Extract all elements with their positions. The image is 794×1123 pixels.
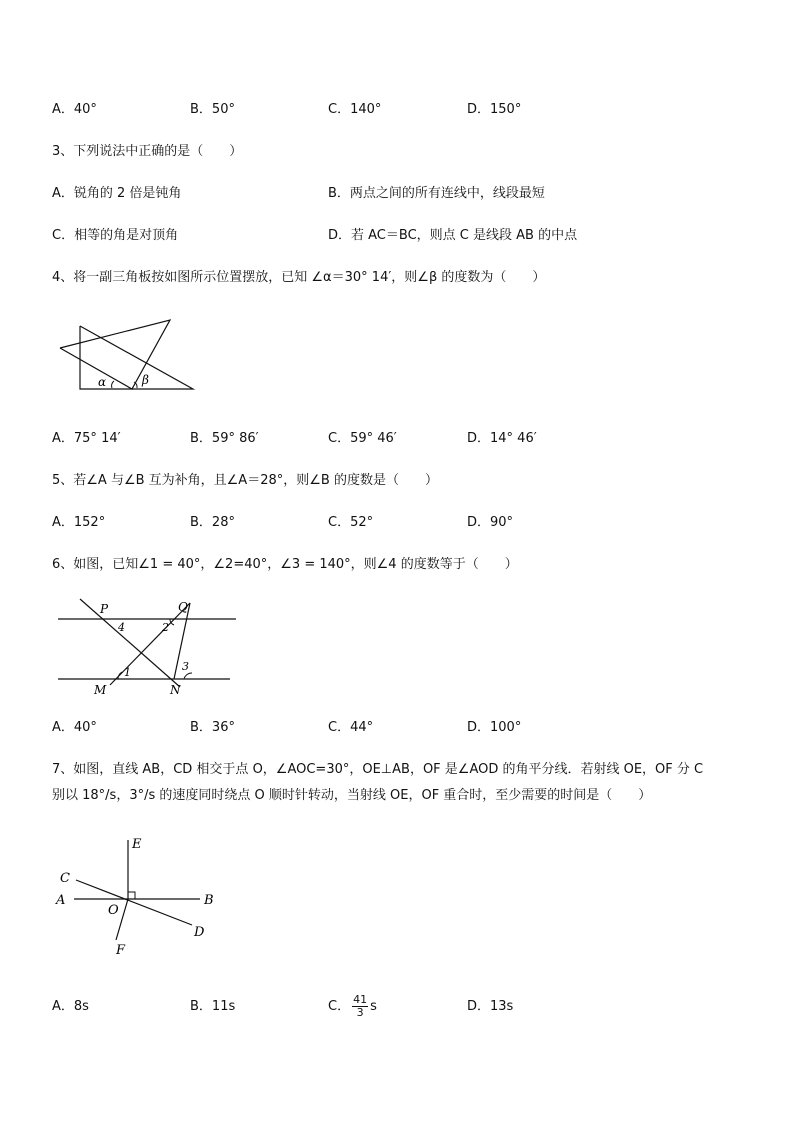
q4-beta-label: β xyxy=(142,373,149,387)
q4-option-b: B．59° 86′ xyxy=(190,431,259,446)
q3-option-b: B．两点之间的所有连线中，线段最短 xyxy=(328,186,545,201)
q7-label-e: E xyxy=(132,837,142,852)
q6-option-b: B．36° xyxy=(190,720,235,735)
prev-option-a: A．40° xyxy=(52,102,97,117)
q5-stem: 5、若∠A 与∠B 互为补角，且∠A＝28°，则∠B 的度数是（ ） xyxy=(52,473,438,488)
q6-angle3-label: 3 xyxy=(182,660,189,673)
q7-option-c-numerator: 41 xyxy=(353,993,368,1006)
q7-line-cd xyxy=(76,880,192,925)
q6-angle4-label: 4 xyxy=(118,621,125,634)
q7-option-c-fraction xyxy=(352,994,368,1019)
q4-alpha-arc xyxy=(112,381,114,388)
q7-stem-line2: 别以 18°/s，3°/s 的速度同时绕点 O 顺时针转动，当射线 OE，OF 重合时，至少需要的时间是（ ） xyxy=(52,788,652,803)
prev-option-c: C．140° xyxy=(328,102,382,117)
q4-alpha-label: α xyxy=(98,375,107,389)
q6-angle3-arc xyxy=(184,673,192,679)
q7-stem-line1: 7、如图，直线 AB，CD 相交于点 O，∠AOC=30°，OE⊥AB，OF 是∠AOD 的角平分线．若射线 OE，OF 分 C xyxy=(52,762,704,777)
q7-label-o: O xyxy=(108,903,119,918)
q3-option-a: A．锐角的 2 倍是钝角 xyxy=(52,186,182,201)
q7-right-angle-mark xyxy=(128,892,135,899)
q7-label-d: D xyxy=(194,925,205,940)
q7-option-c-prefix: C． xyxy=(328,999,351,1014)
q7-option-d: D．13s xyxy=(467,999,514,1014)
q6-angle1-label: 1 xyxy=(124,666,131,679)
q7-option-c-denominator: 3 xyxy=(356,1006,364,1019)
q7-option-a: A．8s xyxy=(52,999,89,1014)
q7-label-b: B xyxy=(204,893,214,908)
q5-option-b: B．28° xyxy=(190,515,235,530)
q6-point-m: M xyxy=(94,683,107,697)
q4-triangles-figure xyxy=(50,312,210,397)
q6-stem: 6、如图，已知∠1 = 40°，∠2=40°，∠3 = 140°，则∠4 的度数等于（ ） xyxy=(52,557,518,572)
q7-label-a: A xyxy=(56,893,66,908)
q7-rays-figure xyxy=(50,832,225,962)
q4-right-triangle xyxy=(80,326,193,389)
q5-option-d: D．90° xyxy=(467,515,514,530)
q6-point-n: N xyxy=(170,683,181,697)
q4-option-d: D．14° 46′ xyxy=(467,431,537,446)
q5-option-a: A．152° xyxy=(52,515,106,530)
q6-line-qm xyxy=(110,603,190,685)
q4-option-c: C．59° 46′ xyxy=(328,431,397,446)
q7-label-f: F xyxy=(116,943,126,958)
q7-option-b: B．11s xyxy=(190,999,236,1014)
q3-option-c: C．相等的角是对顶角 xyxy=(52,228,179,243)
prev-option-d: D．150° xyxy=(467,102,522,117)
q7-label-c: C xyxy=(60,871,70,886)
q4-stem: 4、将一副三角板按如图所示位置摆放，已知 ∠α＝30° 14′，则∠β 的度数为（ ） xyxy=(52,270,546,285)
q6-parallel-lines-figure xyxy=(52,597,237,697)
prev-option-b: B．50° xyxy=(190,102,235,117)
q3-stem: 3、下列说法中正确的是（ ） xyxy=(52,144,243,159)
q7-option-c-unit: s xyxy=(370,999,377,1014)
q6-option-c: C．44° xyxy=(328,720,374,735)
q6-option-a: A．40° xyxy=(52,720,97,735)
q6-point-q: Q xyxy=(178,600,188,614)
q4-set-square xyxy=(60,320,170,389)
q5-option-c: C．52° xyxy=(328,515,374,530)
q7-option-c xyxy=(328,988,377,1026)
q6-option-d: D．100° xyxy=(467,720,522,735)
q3-option-d: D．若 AC＝BC，则点 C 是线段 AB 的中点 xyxy=(328,228,578,243)
q6-angle2-label: 2 xyxy=(162,621,169,634)
q4-option-a: A．75° 14′ xyxy=(52,431,121,446)
q6-point-p: P xyxy=(100,602,109,616)
